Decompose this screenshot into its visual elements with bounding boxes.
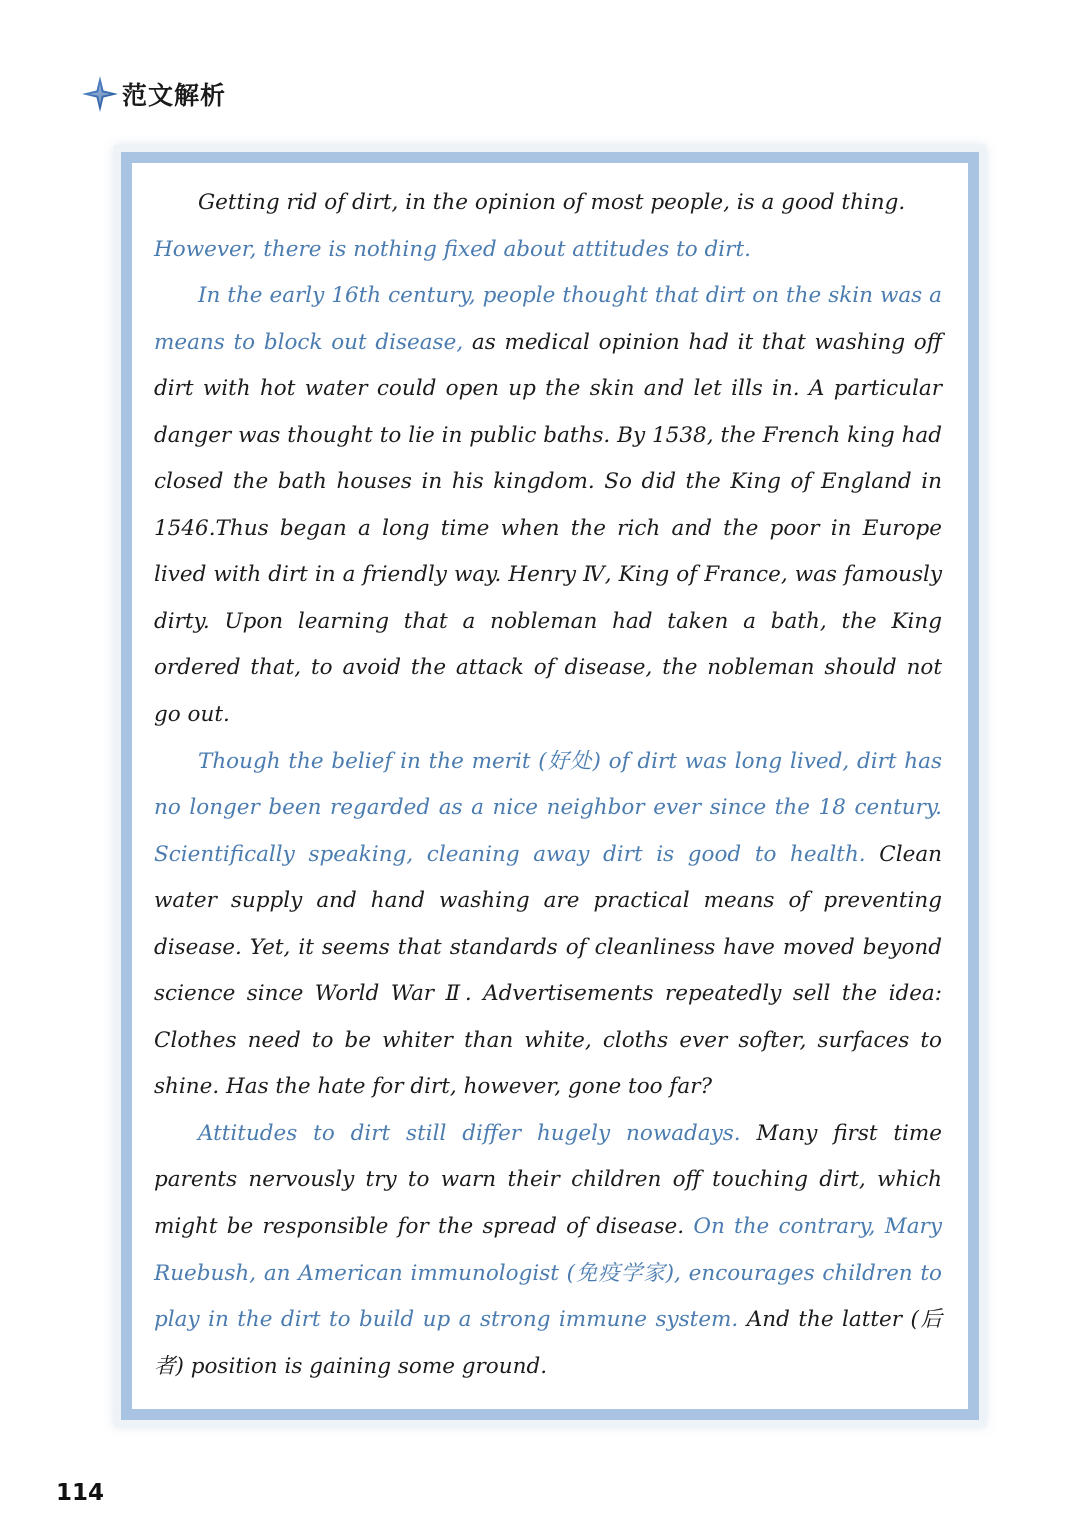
essay-text [154, 180, 942, 1390]
p4-body-1: Many first time parents nervously try to warn their children off touching dirt, which might be responsible for the spread of disease. [154, 1120, 942, 1240]
p2-body: as medical opinion had it that washing off dirt with hot water could open up the skin and let ills in. A particular danger was thought to lie in public baths. By 1538, the French king had closed the bath houses in his kingdom. So did the King of England in 1546.Thus began a long time when the rich and the poor in Europe lived with dirt in a friendly way. Henry Ⅳ, King of France, was famously dirty. Upon learning that a nobleman had taken a bath, the King ordered that, to avoid the attack of disease, the nobleman should not go out. [154, 329, 942, 728]
p4-highlight-2: On the contrary, Mary Ruebush, an American immunologist (免疫学家), encourages children to play in the dirt to build up a strong immune system. [154, 1214, 942, 1333]
paragraph-4 [154, 1111, 942, 1390]
p2-highlight-1: In the early 16th century, people thought that dirt on the skin was a means to block out disease, [154, 283, 942, 355]
p4-highlight-1: Attitudes to dirt still differ hugely nowadays. [198, 1120, 741, 1146]
paragraph-1 [154, 180, 942, 273]
p3-body: Clean water supply and hand washing are practical means of preventing disease. Yet, it seems that standards of cleanliness have moved beyond science since World War Ⅱ. Advertisements repeatedly sell the idea: Clothes need to be whiter than white, cloths ever softer, surfaces to shine. Has the hate for dirt, however, gone too far? [154, 841, 942, 1100]
p1-highlight-1: However, there is nothing fixed about attitudes to dirt. [154, 236, 751, 262]
section-header [80, 70, 226, 118]
paragraph-2 [154, 273, 942, 738]
section-title: 范文解析 [122, 81, 227, 110]
p3-highlight-1: Though the belief in the merit (好处) of dirt was long lived, dirt has no longer been regarded as a nice neighbor ever since the 18 century. Scientifically speaking, cleaning away dirt is good to health. [154, 748, 942, 867]
page-number: 114 [56, 1480, 105, 1506]
p4-body-2: And the latter (后者) position is gaining some ground. [154, 1307, 942, 1379]
p1-sentence-1: Getting rid of dirt, in the opinion of most people, is a good thing. [198, 190, 906, 215]
four-point-star-icon [80, 74, 120, 114]
paragraph-3 [154, 739, 942, 1111]
